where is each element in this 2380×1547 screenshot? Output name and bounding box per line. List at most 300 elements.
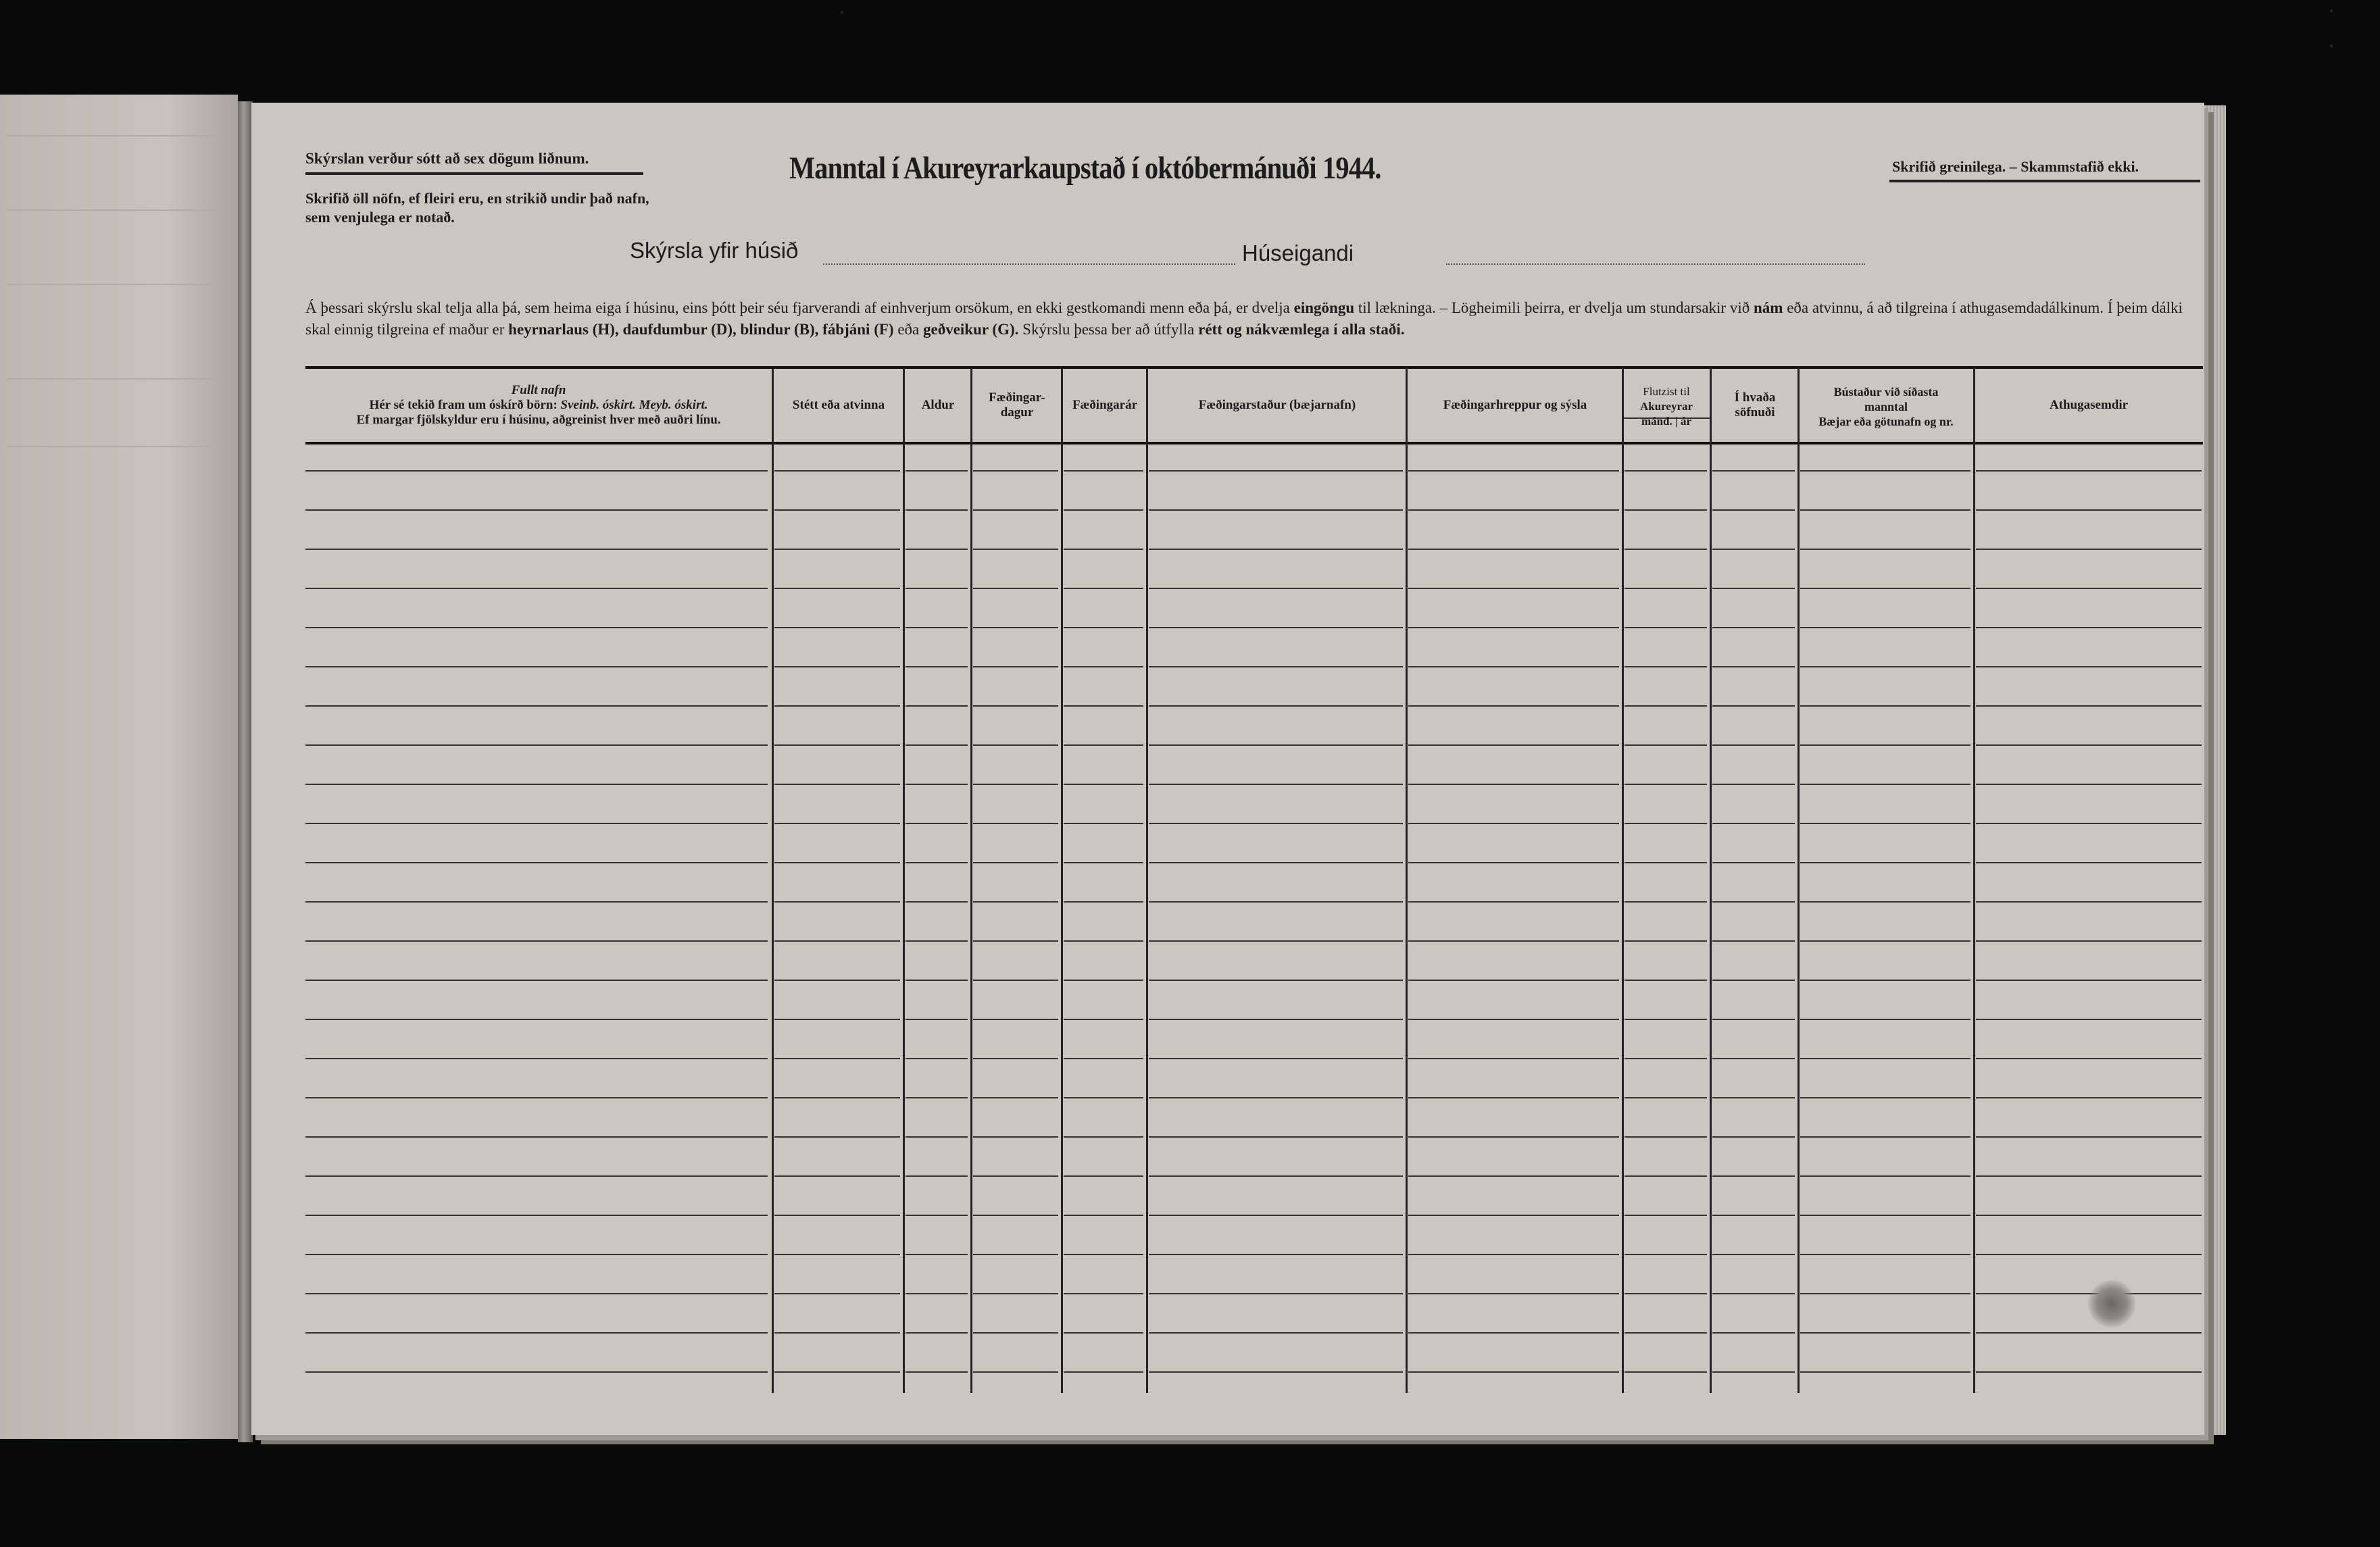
row-rule [1712, 588, 1795, 589]
row-rule [1800, 1136, 1970, 1138]
moved-sub: mánd. | ár [1641, 415, 1692, 428]
row-rule [906, 470, 968, 472]
para-emphasis: eingöngu [1293, 299, 1355, 316]
row-rule [1976, 862, 2202, 863]
row-rule [1064, 1175, 1143, 1177]
row-rule [305, 940, 768, 942]
row-rule [1625, 666, 1707, 667]
para-text: Skýrslu þessa ber að útfylla [1018, 321, 1199, 338]
row-rule [1712, 470, 1795, 472]
row-rule [906, 862, 968, 863]
birthplace-label: Fæðingarstaður (bæjarnafn) [1198, 398, 1356, 412]
row-rule [1149, 1097, 1403, 1098]
row-rule [1976, 940, 2202, 942]
row-rule [973, 784, 1058, 785]
row-rule [1149, 1332, 1403, 1334]
row-rule [1064, 1136, 1143, 1138]
birth-year-label: Fæðingarár [1072, 398, 1138, 412]
para-text: eða [893, 321, 923, 338]
row-rule [1064, 1058, 1143, 1059]
column-rule [1710, 367, 1712, 1393]
row-rule [1408, 627, 1619, 628]
row-rule [1064, 823, 1143, 824]
row-rule [774, 666, 900, 667]
deadline-note: Skýrslan verður sótt að sex dögum liðnum. [305, 150, 589, 167]
faint-line [7, 209, 223, 211]
col-header-name [305, 370, 772, 440]
row-rule [1408, 1254, 1619, 1255]
row-rule [906, 784, 968, 785]
row-rule [1800, 784, 1970, 785]
col-header-birthplace [1149, 370, 1406, 440]
row-rule [1625, 1058, 1707, 1059]
row-rule [906, 744, 968, 746]
row-rule [973, 1175, 1058, 1177]
row-rule [973, 1332, 1058, 1334]
row-rule [1064, 784, 1143, 785]
row-rule [1976, 901, 2202, 903]
row-rule [774, 1332, 900, 1334]
row-rule [1976, 1019, 2202, 1020]
row-rule [774, 627, 900, 628]
row-rule [906, 1254, 968, 1255]
house-label: Skýrsla yfir húsið [630, 238, 799, 263]
name-title: Fullt nafn [511, 383, 566, 397]
row-rule [973, 1293, 1058, 1294]
row-rule [1149, 1215, 1403, 1216]
row-rule [1149, 588, 1403, 589]
row-rule [1408, 823, 1619, 824]
row-rule [1800, 980, 1970, 981]
row-rule [906, 509, 968, 511]
row-rule [1625, 470, 1707, 472]
row-rule [1408, 549, 1619, 550]
row-rule [1976, 470, 2202, 472]
row-rule [1064, 470, 1143, 472]
para-emphasis: heyrnarlaus (H), daufdumbur (D), blindur (B), fábjáni (F) [508, 321, 894, 338]
row-rule [1408, 1097, 1619, 1098]
row-rule [906, 1058, 968, 1059]
row-rule [305, 744, 768, 746]
row-rule [973, 1136, 1058, 1138]
row-rule [906, 1136, 968, 1138]
row-rule [1408, 784, 1619, 785]
row-rule [305, 705, 768, 707]
name-note-2: Ef margar fjölskyldur eru í húsinu, aðgreinist hver með auðri línu. [356, 413, 721, 427]
row-rule [1712, 1175, 1795, 1177]
row-rule [774, 509, 900, 511]
row-rule [1712, 1254, 1795, 1255]
row-rule [906, 1371, 968, 1373]
row-rule [1408, 1058, 1619, 1059]
row-rule [1064, 627, 1143, 628]
row-rule [305, 627, 768, 628]
row-rule [1712, 744, 1795, 746]
row-rule [1064, 588, 1143, 589]
row-rule [1976, 1293, 2202, 1294]
row-rule [1064, 1097, 1143, 1098]
row-rule [1408, 980, 1619, 981]
row-rule [1712, 823, 1795, 824]
row-rule [1712, 784, 1795, 785]
row-rule [1408, 1293, 1619, 1294]
row-rule [1976, 1332, 2202, 1334]
para-emphasis: geðveikur (G). [923, 321, 1019, 338]
row-rule [774, 784, 900, 785]
row-rule [1625, 823, 1707, 824]
row-rule [305, 980, 768, 981]
row-rule [1408, 588, 1619, 589]
header-bottom-rule [305, 442, 2203, 445]
row-rule [1976, 1371, 2202, 1373]
row-rule [1064, 744, 1143, 746]
row-rule [1625, 1371, 1707, 1373]
row-rule [906, 1332, 968, 1334]
row-rule [774, 1097, 900, 1098]
row-rule [1625, 1332, 1707, 1334]
row-rule [305, 862, 768, 863]
row-rule [1064, 509, 1143, 511]
row-rule [774, 1371, 900, 1373]
age-label: Aldur [921, 398, 955, 412]
row-rule [1625, 901, 1707, 903]
row-rule [305, 1175, 768, 1177]
col-header-moved [1623, 373, 1710, 440]
row-rule [1149, 549, 1403, 550]
row-rule [1800, 1215, 1970, 1216]
para-text: eða atvinnu, á að tilgreina í athugasemdadálkinum. Í þeim dálki skal einnig tilgreina ef maður er [305, 299, 2183, 338]
row-rule [305, 549, 768, 550]
row-rule [1408, 1136, 1619, 1138]
row-rule [305, 509, 768, 511]
row-rule [1976, 744, 2202, 746]
row-rule [1149, 862, 1403, 863]
row-rule [1625, 1019, 1707, 1020]
row-rule [1712, 1332, 1795, 1334]
row-rule [1800, 509, 1970, 511]
row-rule [1976, 549, 2202, 550]
row-rule [906, 705, 968, 707]
row-rule [1408, 901, 1619, 903]
row-rule [774, 1175, 900, 1177]
row-rule [305, 823, 768, 824]
row-rule [1976, 1097, 2202, 1098]
row-rule [1408, 470, 1619, 472]
row-rule [1800, 823, 1970, 824]
row-rule [774, 862, 900, 863]
row-rule [1976, 1175, 2202, 1177]
row-rule [1976, 588, 2202, 589]
row-rule [906, 1293, 968, 1294]
row-rule [1712, 980, 1795, 981]
row-rule [1625, 1175, 1707, 1177]
row-rule [1064, 940, 1143, 942]
row-rule [973, 1019, 1058, 1020]
column-rule [1973, 367, 1975, 1393]
row-rule [1408, 1215, 1619, 1216]
row-rule [973, 1215, 1058, 1216]
column-rule [1406, 367, 1408, 1393]
row-rule [906, 588, 968, 589]
row-rule [906, 1019, 968, 1020]
row-rule [1625, 1293, 1707, 1294]
row-rule [1712, 940, 1795, 942]
para-text: Á þessari skýrslu skal telja alla þá, sem heima eiga í húsinu, eins þótt þeir séu fjarverandi af einhverjum orsökum, en ekki gestkomandi menn eða þá, er dvelja [305, 299, 1294, 316]
row-rule [1149, 1019, 1403, 1020]
row-rule [1064, 705, 1143, 707]
row-rule [774, 1254, 900, 1255]
column-rule [1798, 367, 1800, 1393]
row-rule [1976, 705, 2202, 707]
row-rule [973, 509, 1058, 511]
row-rule [305, 1332, 768, 1334]
para-emphasis: rétt og nákvæmlega í alla staði. [1198, 321, 1405, 338]
birth-day-label: Fæðingar-dagur [989, 390, 1045, 420]
row-rule [1976, 1058, 2202, 1059]
row-rule [1712, 549, 1795, 550]
row-rule [1149, 1371, 1403, 1373]
row-rule [973, 744, 1058, 746]
deadline-underline [305, 172, 643, 175]
row-rule [1800, 705, 1970, 707]
row-rule [1064, 1371, 1143, 1373]
row-rule [1064, 862, 1143, 863]
row-rule [305, 666, 768, 667]
row-rule [1800, 901, 1970, 903]
row-rule [774, 940, 900, 942]
col-header-prev-residence [1800, 373, 1972, 440]
row-rule [1149, 823, 1403, 824]
row-rule [1408, 744, 1619, 746]
row-rule [1800, 666, 1970, 667]
row-rule [1064, 1019, 1143, 1020]
name-note-1-abbr: Sveinb. óskirt. Meyb. óskirt. [560, 398, 708, 412]
row-rule [973, 862, 1058, 863]
occupation-label: Stétt eða atvinna [792, 398, 885, 412]
row-rule [1800, 940, 1970, 942]
row-rule [1149, 705, 1403, 707]
row-rule [1408, 509, 1619, 511]
prev-residence-label: Bústaður við síðasta manntal [1833, 385, 1939, 413]
row-rule [973, 980, 1058, 981]
row-rule [973, 549, 1058, 550]
row-rule [774, 1215, 900, 1216]
moved-place: Akureyrar [1639, 400, 1693, 413]
remarks-label: Athugasemdir [2049, 398, 2129, 412]
row-rule [1064, 1254, 1143, 1255]
row-rule [1149, 509, 1403, 511]
writing-note: Skrifið greinilega. – Skammstafið ekki. [1892, 158, 2139, 175]
row-rule [1800, 1254, 1970, 1255]
row-rule [774, 549, 900, 550]
row-rule [1064, 1293, 1143, 1294]
row-rule [774, 823, 900, 824]
row-rule [1625, 862, 1707, 863]
row-rule [1976, 509, 2202, 511]
book-spine [238, 101, 253, 1442]
row-rule [1712, 1058, 1795, 1059]
row-rule [1625, 1136, 1707, 1138]
row-rule [1976, 1254, 2202, 1255]
row-rule [906, 901, 968, 903]
row-rule [1625, 744, 1707, 746]
row-rule [1800, 744, 1970, 746]
row-rule [1712, 1097, 1795, 1098]
owner-label: Húseigandi [1242, 240, 1354, 265]
row-rule [1800, 1019, 1970, 1020]
column-rule [903, 367, 905, 1393]
para-emphasis: nám [1753, 299, 1783, 316]
row-rule [774, 588, 900, 589]
row-rule [973, 1371, 1058, 1373]
birth-parish-label: Fæðingarhreppur og sýsla [1443, 398, 1587, 412]
faint-line [7, 446, 223, 447]
col-header-remarks [1975, 370, 2203, 440]
row-rule [305, 1371, 768, 1373]
faint-line [7, 378, 223, 380]
row-rule [1712, 1215, 1795, 1216]
row-rule [1800, 1097, 1970, 1098]
row-rule [1149, 666, 1403, 667]
row-rule [305, 1254, 768, 1255]
instructions-paragraph [305, 297, 2211, 340]
row-rule [1976, 823, 2202, 824]
column-rule [1146, 367, 1148, 1393]
row-rule [774, 744, 900, 746]
row-rule [1064, 980, 1143, 981]
row-rule [1408, 862, 1619, 863]
row-rule [906, 549, 968, 550]
row-rule [906, 627, 968, 628]
row-rule [973, 1097, 1058, 1098]
row-rule [1800, 549, 1970, 550]
row-rule [973, 901, 1058, 903]
row-rule [906, 1175, 968, 1177]
row-rule [1800, 470, 1970, 472]
row-rule [774, 1293, 900, 1294]
row-rule [1800, 1293, 1970, 1294]
row-rule [1800, 1332, 1970, 1334]
row-rule [774, 980, 900, 981]
row-rule [1976, 784, 2202, 785]
row-rule [973, 823, 1058, 824]
row-rule [1625, 549, 1707, 550]
moved-title: Flutzist til [1643, 385, 1690, 398]
row-rule [774, 705, 900, 707]
name-note-1 [369, 398, 708, 413]
row-rule [774, 901, 900, 903]
name-note-1-text: Hér sé tekið fram um óskírð börn: [369, 398, 561, 412]
row-rule [305, 1097, 768, 1098]
prev-residence-sub: Bæjar eða götunafn og nr. [1818, 415, 1954, 428]
row-rule [1976, 627, 2202, 628]
col-header-congregation [1712, 370, 1798, 440]
row-rule [1408, 1332, 1619, 1334]
row-rule [774, 1136, 900, 1138]
row-rule [1625, 705, 1707, 707]
row-rule [1149, 1058, 1403, 1059]
faint-line [7, 135, 223, 136]
row-rule [1064, 1332, 1143, 1334]
row-rule [1800, 1058, 1970, 1059]
row-rule [906, 1215, 968, 1216]
row-rule [973, 1254, 1058, 1255]
row-rule [906, 940, 968, 942]
row-rule [1064, 1215, 1143, 1216]
congregation-label: Í hvaða söfnuði [1734, 390, 1776, 420]
row-rule [305, 1293, 768, 1294]
speck [2330, 45, 2333, 47]
house-field[interactable] [823, 263, 1235, 265]
row-rule [1149, 627, 1403, 628]
row-rule [1064, 901, 1143, 903]
row-rule [1625, 784, 1707, 785]
row-rule [1712, 705, 1795, 707]
row-rule [973, 705, 1058, 707]
row-rule [1408, 1175, 1619, 1177]
row-rule [1712, 1019, 1795, 1020]
row-rule [774, 1058, 900, 1059]
row-rule [305, 1136, 768, 1138]
row-rule [1625, 1254, 1707, 1255]
speck [2330, 9, 2333, 12]
col-header-birth-year [1064, 370, 1146, 440]
speck [841, 11, 843, 14]
left-page [0, 95, 238, 1439]
row-rule [1408, 1371, 1619, 1373]
row-rule [1800, 1175, 1970, 1177]
row-rule [1408, 705, 1619, 707]
row-rule [973, 940, 1058, 942]
row-rule [774, 1019, 900, 1020]
row-rule [973, 1058, 1058, 1059]
row-rule [1625, 627, 1707, 628]
row-rule [305, 784, 768, 785]
row-rule [1625, 940, 1707, 942]
row-rule [1149, 901, 1403, 903]
row-rule [1149, 470, 1403, 472]
row-rule [973, 666, 1058, 667]
row-rule [1149, 980, 1403, 981]
row-rule [1976, 980, 2202, 981]
row-rule [906, 666, 968, 667]
row-rule [1625, 1097, 1707, 1098]
row-rule [305, 470, 768, 472]
row-rule [973, 470, 1058, 472]
row-rule [1800, 588, 1970, 589]
row-rule [1149, 940, 1403, 942]
row-rule [1149, 1175, 1403, 1177]
column-rule [1622, 367, 1624, 1393]
row-rule [1712, 862, 1795, 863]
row-rule [1064, 549, 1143, 550]
row-rule [1408, 1019, 1619, 1020]
column-rule [1061, 367, 1063, 1393]
row-rule [1712, 1371, 1795, 1373]
row-rule [1149, 1293, 1403, 1294]
row-rule [1149, 744, 1403, 746]
row-rule [1625, 1215, 1707, 1216]
row-rule [1800, 627, 1970, 628]
writing-note-underline [1889, 180, 2200, 182]
col-header-occupation [774, 370, 903, 440]
row-rule [305, 901, 768, 903]
row-rule [774, 470, 900, 472]
row-rule [1408, 666, 1619, 667]
row-rule [305, 1215, 768, 1216]
row-rule [973, 588, 1058, 589]
owner-field[interactable] [1446, 263, 1865, 265]
